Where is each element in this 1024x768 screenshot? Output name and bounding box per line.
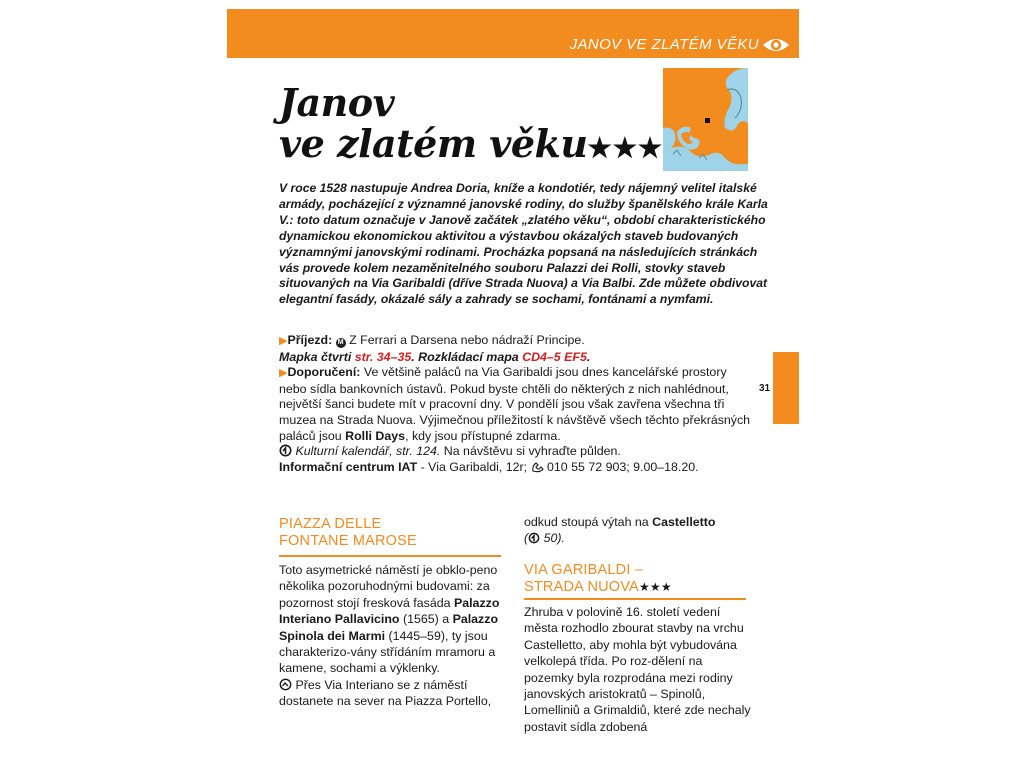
map-ref-mid: . Rozkládací mapa [411, 349, 523, 364]
section1-text: (1565) a [399, 612, 453, 627]
col2-continuation: odkud stoupá výtah na Castelletto ( 50). [524, 515, 716, 546]
iat-label: Informační centrum IAT [279, 459, 418, 474]
map-ref-end: . [586, 349, 591, 364]
rating-stars: ★★★ [587, 133, 664, 164]
section1-text: Toto asymetrické náměstí je obklo-peno několika pozoruhodnými budovami: za pozornost stojí fresková fasáda [279, 563, 498, 610]
map-ref-line [279, 350, 751, 366]
calendar-ref: Kulturní kalendář, str. 124. [295, 444, 441, 459]
map-pages-link[interactable]: str. 34–35 [354, 349, 412, 364]
section-heading-line1: VIA GARIBALDI – [524, 562, 644, 578]
metro-icon: M [336, 338, 346, 348]
cross-reference-icon [279, 444, 292, 457]
recommend-end: , kdy jsou přístupné zdarma. [405, 428, 561, 443]
rolli-days: Rolli Days [345, 428, 406, 443]
page-number: 31 [759, 383, 771, 394]
section-rule [524, 598, 746, 600]
walk-route-icon [279, 678, 292, 691]
section-heading-line2: STRADA NUOVA [524, 579, 639, 595]
page-title-line2: ve zlatém věku [279, 121, 588, 166]
map-ref-prefix: Mapka čtvrti [279, 349, 355, 364]
castelletto: Castelletto [652, 515, 716, 529]
section-rule [279, 555, 501, 557]
page-title [279, 82, 663, 169]
triangle-bullet-icon: ▶ [279, 367, 288, 380]
phone-icon [531, 460, 544, 473]
iat-line [279, 460, 751, 476]
iat-text: - Via Garibaldi, 12r; [417, 459, 531, 474]
eye-icon [761, 35, 791, 55]
map-thumbnail [663, 68, 748, 171]
section2-body: Zhruba v polovině 16. století vedení města rozhodlo zbourat stavby na vrchu Castelletto, aby mohla být vybudována velkolepá třída. Po roz-dělení na pozemky byla rozprodána mezi rodiny janovských aristokratů – Spinolů, Lomelliniů a Grimaldiů, které zde nechaly postavit sídla zdobená [524, 605, 751, 734]
side-tab [773, 352, 799, 424]
palazzo-pallavicino: Palazzo Interiano Pallavicino [279, 595, 500, 627]
section1-text: (1445–59), ty jsou charakterizo-vány střídáním mramoru a kamene, sochami a výklenky. [279, 628, 496, 676]
section-heading-line1: PIAZZA DELLE [279, 516, 382, 532]
calendar-end: Na návštěvu si vyhraďte půlden. [440, 444, 621, 459]
map-grid-link[interactable]: CD4–5 EF5 [522, 349, 587, 364]
arrival-text: Z Ferrari a Darsena nebo nádraží Principe. [349, 333, 585, 347]
cross-reference-icon [528, 532, 540, 544]
section1-route: Přes Via Interiano se z náměstí dostanete na sever na Piazza Portello, [279, 677, 492, 709]
section1-body [279, 562, 505, 710]
recommend-label: Doporučení: [287, 365, 361, 380]
page-title-line1: Janov [279, 80, 395, 125]
section-heading-via-garibaldi [524, 562, 672, 596]
header-title: JANOV VE ZLATÉM VĚKU [569, 36, 759, 53]
castelletto-ref: 50). [540, 531, 565, 546]
palazzo-spinola: Palazzo Spinola dei Marmi [279, 612, 499, 643]
info-block [279, 333, 751, 475]
arrival-label: Příjezd: [287, 333, 333, 347]
section-heading-line2: FONTANE MAROSE [279, 533, 417, 549]
section-heading-piazza [279, 516, 417, 550]
triangle-bullet-icon: ▶ [279, 335, 288, 347]
recommend-text: Ve většině paláců na Via Garibaldi jsou dnes kancelářské prostory nebo sídla bankovních ústavů. Pokud byste chtěli do některých z nich nahlédnout, největší šanci budete mít v pracovní dny. V pondělí jsou však zavřena všechna tři muzea na Strada Nuova. Výjimečnou příležitostí k návštěvě všech těchto překrásných paláců jsou [279, 365, 751, 443]
col2-text: odkud stoupá výtah na [524, 515, 653, 529]
arrival-line [279, 333, 751, 350]
intro-paragraph: V roce 1528 nastupuje Andrea Doria, kníže a kondotiér, tedy nájemný velitel italské armády, pocházející z významné janovské rodiny, do služby španělského krále Karla V.: toto datum označuje v Janově začátek „zlatého věku“, období charakteristického dynamickou ekonomickou aktivitou a výstavbou okázalých staveb budovaných významnými janovskými rodinami. Procházka popsaná na následujících stránkách vás provede kolem nezaměnitelného souboru Palazzi dei Rolli, stovky staveb situovaných na Via Garibaldi (dříve Strada Nuova) a Via Balbi. Zde můžete obdivovat elegantní fasády, okázalé sály a zahrady se sochami, fontánami a nymfami. [279, 181, 768, 307]
header [227, 9, 799, 58]
rating-stars: ★★★ [638, 580, 672, 594]
recommend-paragraph [279, 365, 751, 460]
iat-phone: 010 55 72 903; 9.00–18.20. [547, 459, 699, 474]
